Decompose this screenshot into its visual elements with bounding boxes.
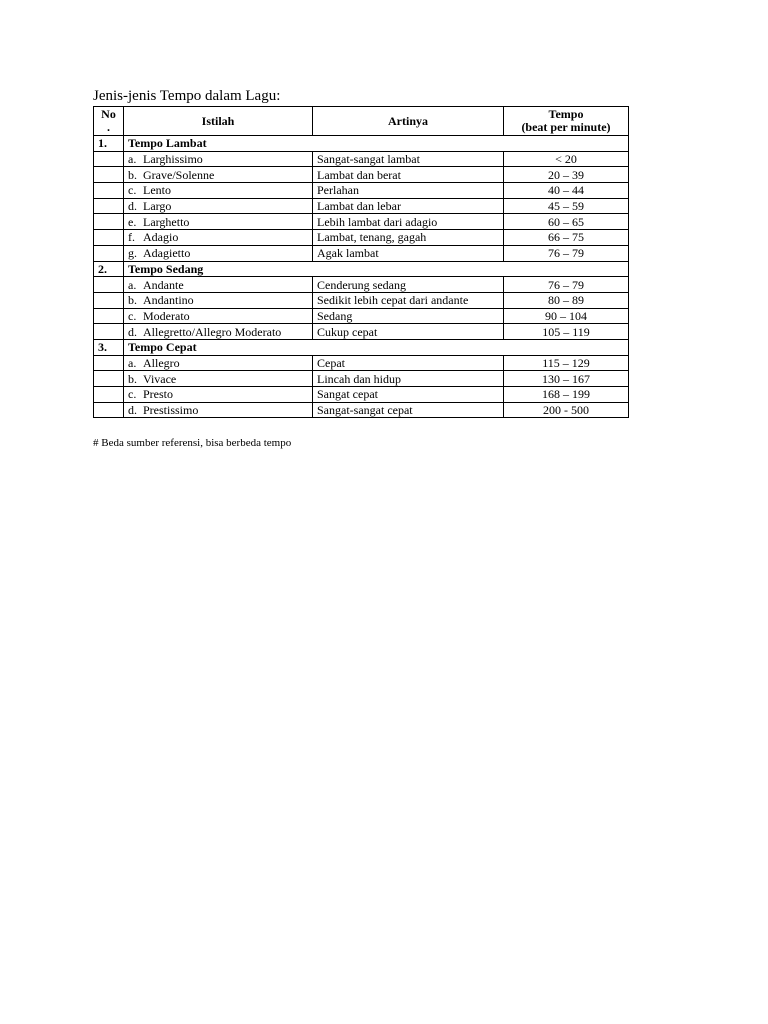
- tempo-cell: 90 – 104: [504, 308, 629, 324]
- row-number-cell: [94, 183, 124, 199]
- istilah-cell: [124, 230, 313, 246]
- istilah-term: Prestissimo: [143, 403, 199, 418]
- istilah-term: Allegro: [143, 355, 180, 370]
- istilah-letter: b.: [128, 167, 137, 182]
- header-tempo: [504, 107, 629, 136]
- category-number: 3.: [94, 339, 124, 355]
- istilah-cell: [124, 308, 313, 324]
- istilah-cell: [124, 151, 313, 167]
- istilah-term: Largo: [143, 199, 172, 214]
- tempo-cell: 105 – 119: [504, 324, 629, 340]
- row-number-cell: [94, 167, 124, 183]
- row-number-cell: [94, 277, 124, 293]
- row-number-cell: [94, 151, 124, 167]
- istilah-cell: [124, 402, 313, 418]
- istilah-term: Andantino: [143, 293, 194, 308]
- document-title: Jenis-jenis Tempo dalam Lagu:: [93, 88, 281, 104]
- tempo-cell: 80 – 89: [504, 292, 629, 308]
- category-name: Tempo Cepat: [124, 339, 629, 355]
- row-number-cell: [94, 230, 124, 246]
- istilah-cell: [124, 292, 313, 308]
- header-artinya: Artinya: [313, 107, 504, 136]
- artinya-cell: Sangat cepat: [313, 387, 504, 403]
- table-row: [94, 277, 629, 293]
- istilah-term: Andante: [143, 277, 184, 292]
- istilah-letter: a.: [128, 152, 137, 167]
- category-number: 2.: [94, 261, 124, 277]
- istilah-letter: f.: [128, 230, 135, 245]
- istilah-term: Allegretto/Allegro Moderato: [143, 324, 282, 339]
- tempo-cell: 20 – 39: [504, 167, 629, 183]
- table-body: [94, 136, 629, 418]
- istilah-term: Larghissimo: [143, 152, 203, 167]
- table-row: [94, 324, 629, 340]
- istilah-cell: [124, 371, 313, 387]
- row-number-cell: [94, 324, 124, 340]
- istilah-cell: [124, 355, 313, 371]
- row-number-cell: [94, 387, 124, 403]
- header-istilah: Istilah: [124, 107, 313, 136]
- artinya-cell: Agak lambat: [313, 245, 504, 261]
- tempo-cell: 60 – 65: [504, 214, 629, 230]
- artinya-cell: Sangat-sangat lambat: [313, 151, 504, 167]
- istilah-letter: c.: [128, 387, 137, 402]
- tempo-cell: 200 - 500: [504, 402, 629, 418]
- table-row: [94, 402, 629, 418]
- artinya-cell: Sangat-sangat cepat: [313, 402, 504, 418]
- category-name: Tempo Lambat: [124, 136, 629, 152]
- istilah-cell: [124, 245, 313, 261]
- tempo-cell: 168 – 199: [504, 387, 629, 403]
- artinya-cell: Lambat dan lebar: [313, 198, 504, 214]
- istilah-cell: [124, 167, 313, 183]
- row-number-cell: [94, 308, 124, 324]
- category-name: Tempo Sedang: [124, 261, 629, 277]
- istilah-letter: c.: [128, 308, 137, 323]
- istilah-letter: d.: [128, 199, 137, 214]
- tempo-cell: 76 – 79: [504, 277, 629, 293]
- istilah-term: Moderato: [143, 308, 190, 323]
- artinya-cell: Lincah dan hidup: [313, 371, 504, 387]
- istilah-letter: d.: [128, 403, 137, 418]
- category-row: [94, 136, 629, 152]
- istilah-cell: [124, 183, 313, 199]
- table-row: [94, 371, 629, 387]
- istilah-cell: [124, 198, 313, 214]
- table-row: [94, 167, 629, 183]
- istilah-letter: e.: [128, 214, 137, 229]
- artinya-cell: Perlahan: [313, 183, 504, 199]
- tempo-table: [93, 106, 629, 418]
- table-row: [94, 198, 629, 214]
- footnote: # Beda sumber referensi, bisa berbeda tempo: [93, 437, 292, 449]
- istilah-letter: b.: [128, 293, 137, 308]
- istilah-term: Presto: [143, 387, 173, 402]
- table-row: [94, 151, 629, 167]
- istilah-term: Adagietto: [143, 246, 191, 261]
- row-number-cell: [94, 355, 124, 371]
- istilah-term: Vivace: [143, 371, 177, 386]
- table-row: [94, 308, 629, 324]
- tempo-cell: 40 – 44: [504, 183, 629, 199]
- table-row: [94, 292, 629, 308]
- artinya-cell: Lebih lambat dari adagio: [313, 214, 504, 230]
- header-tempo-line1: Tempo: [548, 107, 584, 121]
- istilah-cell: [124, 277, 313, 293]
- header-no-line2: .: [107, 120, 110, 134]
- istilah-letter: a.: [128, 277, 137, 292]
- istilah-letter: g.: [128, 246, 137, 261]
- table-row: [94, 230, 629, 246]
- table-row: [94, 387, 629, 403]
- row-number-cell: [94, 371, 124, 387]
- artinya-cell: Lambat dan berat: [313, 167, 504, 183]
- artinya-cell: Cepat: [313, 355, 504, 371]
- istilah-cell: [124, 214, 313, 230]
- tempo-cell: 115 – 129: [504, 355, 629, 371]
- category-row: [94, 339, 629, 355]
- artinya-cell: Cenderung sedang: [313, 277, 504, 293]
- artinya-cell: Cukup cepat: [313, 324, 504, 340]
- table-row: [94, 183, 629, 199]
- table-row: [94, 245, 629, 261]
- istilah-letter: c.: [128, 183, 137, 198]
- artinya-cell: Lambat, tenang, gagah: [313, 230, 504, 246]
- table-header-row: [94, 107, 629, 136]
- istilah-letter: b.: [128, 371, 137, 386]
- tempo-cell: 76 – 79: [504, 245, 629, 261]
- istilah-term: Adagio: [143, 230, 179, 245]
- tempo-cell: 66 – 75: [504, 230, 629, 246]
- tempo-cell: 130 – 167: [504, 371, 629, 387]
- category-number: 1.: [94, 136, 124, 152]
- artinya-cell: Sedang: [313, 308, 504, 324]
- header-tempo-line2: (beat per minute): [521, 120, 611, 134]
- istilah-term: Larghetto: [143, 214, 190, 229]
- category-row: [94, 261, 629, 277]
- row-number-cell: [94, 214, 124, 230]
- header-no: [94, 107, 124, 136]
- istilah-cell: [124, 324, 313, 340]
- row-number-cell: [94, 198, 124, 214]
- header-no-line1: No: [101, 107, 116, 121]
- table-row: [94, 355, 629, 371]
- istilah-term: Lento: [143, 183, 171, 198]
- artinya-cell: Sedikit lebih cepat dari andante: [313, 292, 504, 308]
- table-row: [94, 214, 629, 230]
- istilah-cell: [124, 387, 313, 403]
- row-number-cell: [94, 402, 124, 418]
- istilah-term: Grave/Solenne: [143, 167, 215, 182]
- row-number-cell: [94, 245, 124, 261]
- istilah-letter: a.: [128, 355, 137, 370]
- istilah-letter: d.: [128, 324, 137, 339]
- row-number-cell: [94, 292, 124, 308]
- tempo-cell: 45 – 59: [504, 198, 629, 214]
- tempo-cell: < 20: [504, 151, 629, 167]
